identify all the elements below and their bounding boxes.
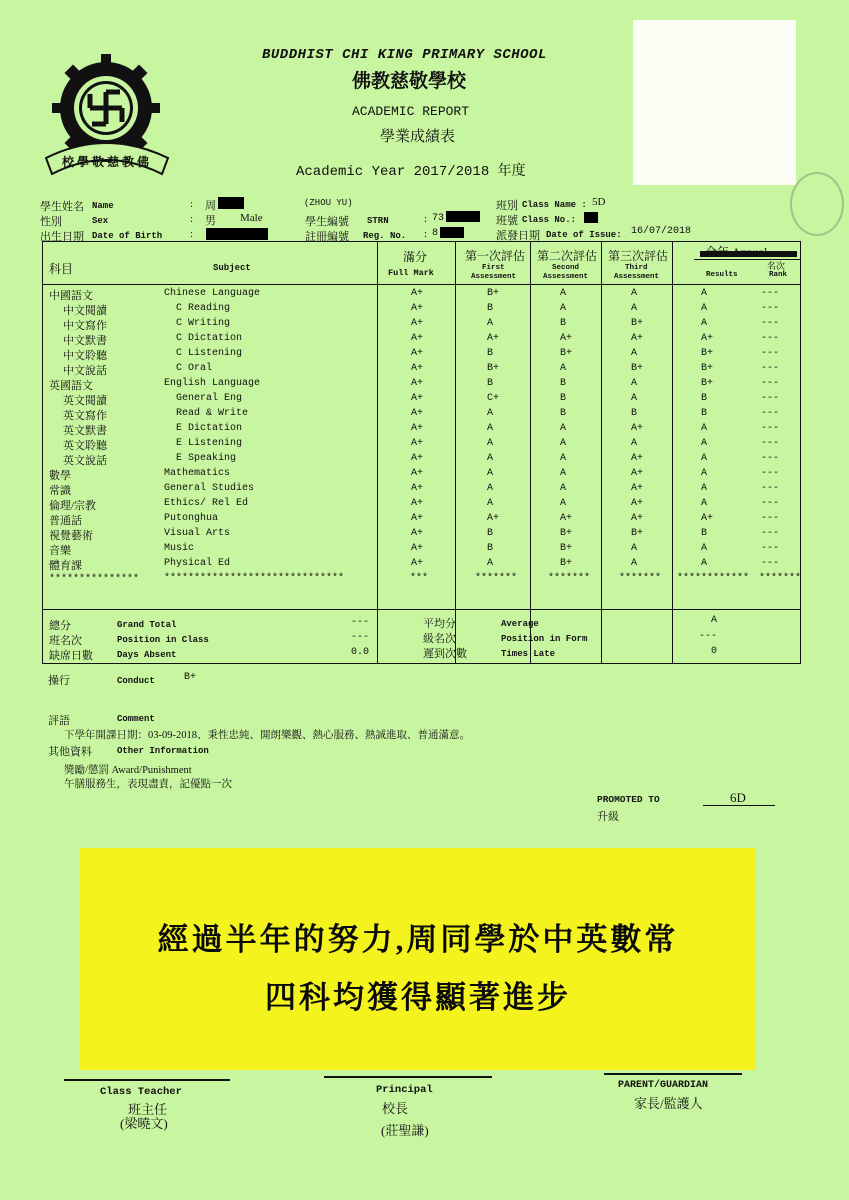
grade-full: A+ <box>411 558 424 569</box>
grade-result: B <box>701 408 708 419</box>
principal-label-zh: 校長 <box>382 1101 409 1116</box>
subject-en: General Eng <box>176 393 243 404</box>
parent-signature-line <box>604 1073 742 1075</box>
grade-full: A+ <box>411 513 424 524</box>
grade-third: A <box>631 378 638 389</box>
position-label-zh: 班名次 <box>49 635 82 647</box>
grade-result: A <box>701 543 708 554</box>
subject-zh: 英文默書 <box>63 425 107 437</box>
subject-zh: 數學 <box>49 470 71 482</box>
form-value: --- <box>699 631 718 642</box>
grade-second: A <box>560 288 567 299</box>
grade-second: A <box>560 483 567 494</box>
grade-full: A+ <box>411 393 424 404</box>
grade-first: B+ <box>487 363 500 374</box>
late-value: 0 <box>711 646 718 657</box>
grade-rank: --- <box>761 498 780 509</box>
grade-first: A <box>487 558 494 569</box>
other-label: Other Information <box>117 746 209 756</box>
photo-placeholder <box>633 20 796 185</box>
strn-label: STRN <box>367 216 389 226</box>
table-row <box>43 437 800 452</box>
comment-label-zh: 評語 <box>48 715 70 727</box>
reg-label: Reg. No. <box>363 231 407 241</box>
grade-result: A+ <box>701 333 714 344</box>
table-row <box>43 482 800 497</box>
grade-full: A+ <box>411 318 424 329</box>
grade-rank: --- <box>761 468 780 479</box>
grade-result: A <box>701 498 708 509</box>
grade-first: A <box>487 318 494 329</box>
table-row <box>43 542 800 557</box>
grade-first: A+ <box>487 333 500 344</box>
grade-full: A+ <box>411 453 424 464</box>
table-row <box>43 497 800 512</box>
grade-full: A+ <box>411 333 424 344</box>
grade-first: A <box>487 483 494 494</box>
grade-rank: --- <box>761 543 780 554</box>
second-header-1: Second <box>552 264 580 272</box>
subject-zh: 倫理/宗教 <box>49 500 97 512</box>
grade-result: A <box>701 318 708 329</box>
grade-third: A <box>631 303 638 314</box>
subject-zh: 常識 <box>49 485 71 497</box>
subject-en: Mathematics <box>164 468 231 479</box>
grade-first: A <box>487 453 494 464</box>
grade-second: B+ <box>560 528 573 539</box>
colon: : <box>190 198 194 210</box>
grade-full: A+ <box>411 423 424 434</box>
grade-full: A+ <box>411 348 424 359</box>
fullmark-header-zh: 滿分 <box>403 250 428 264</box>
grade-first: A <box>487 408 494 419</box>
school-name-zh: 佛教慈敬學校 <box>352 71 467 92</box>
results-header-zh: 成績 <box>708 261 727 271</box>
form-label: Position in Form <box>501 634 588 644</box>
report-title-en: ACADEMIC REPORT <box>352 104 470 119</box>
results-header: Results <box>706 271 738 279</box>
grades-table <box>42 241 801 664</box>
absent-value: 0.0 <box>351 647 370 658</box>
classno-label: Class No.: <box>522 215 577 225</box>
subject-zh: 英文寫作 <box>63 410 107 422</box>
grade-rank: --- <box>761 348 780 359</box>
subject-header-zh: 科目 <box>49 262 74 276</box>
grade-result: A <box>701 558 708 569</box>
table-row <box>43 287 800 302</box>
grade-result: B+ <box>701 378 714 389</box>
grade-second: A+ <box>560 333 573 344</box>
subject-zh: 英國語文 <box>49 380 93 392</box>
first-header-zh: 第一次評估 <box>465 249 526 263</box>
note-line-2: 四科均獲得顯著進步 <box>265 980 571 1015</box>
subject-en: C Oral <box>176 363 213 374</box>
colon: : <box>190 213 194 225</box>
report-title-zh: 學業成績表 <box>380 129 456 145</box>
grade-rank: --- <box>761 333 780 344</box>
average-label-zh: 平均分 <box>423 618 456 630</box>
teacher-name: (梁曉文) <box>120 1116 168 1131</box>
table-row <box>43 332 800 347</box>
subject-zh: 中文說話 <box>63 365 107 377</box>
sex-label-zh: 性別 <box>40 216 62 228</box>
promoted-value: 6D <box>730 790 746 805</box>
comment-label: Comment <box>117 714 155 724</box>
grade-rank: ******* <box>759 573 802 584</box>
grade-full: A+ <box>411 498 424 509</box>
form-label-zh: 級名次 <box>423 633 456 645</box>
grade-result: ************ <box>677 573 750 584</box>
colon: : <box>424 213 428 225</box>
grade-second: A <box>560 363 567 374</box>
subject-en: E Speaking <box>176 453 237 464</box>
grade-first: A+ <box>487 513 500 524</box>
grade-first: C+ <box>487 393 500 404</box>
subject-en: C Reading <box>176 303 231 314</box>
redacted-block <box>206 228 268 240</box>
late-label: Times Late <box>501 649 556 659</box>
subject-zh: 中國語文 <box>49 290 93 302</box>
grade-full: A+ <box>411 363 424 374</box>
average-label: Average <box>501 619 539 629</box>
subject-en: E Listening <box>176 438 243 449</box>
third-header-2: Assessment <box>614 273 660 281</box>
grade-full: A+ <box>411 288 424 299</box>
table-row <box>43 527 800 542</box>
grade-rank: --- <box>761 528 780 539</box>
subject-zh: *************** <box>49 574 140 585</box>
name-label-zh: 學生姓名 <box>40 201 84 213</box>
subject-zh: 音樂 <box>49 545 71 557</box>
subject-en: English Language <box>164 378 261 389</box>
subject-en: General Studies <box>164 483 255 494</box>
table-row <box>43 407 800 422</box>
subject-en: Physical Ed <box>164 558 231 569</box>
conduct-label-zh: 操行 <box>48 675 70 687</box>
grand-value: --- <box>351 617 370 628</box>
grade-third: A+ <box>631 483 644 494</box>
issue-value: 16/07/2018 <box>631 226 692 237</box>
grade-first: A <box>487 468 494 479</box>
issue-label: Date of Issue: <box>546 230 622 240</box>
table-row <box>43 317 800 332</box>
principal-name: (莊聖謙) <box>381 1123 429 1138</box>
grade-second: B <box>560 408 567 419</box>
table-row <box>43 347 800 362</box>
fullmark-header: Full Mark <box>388 268 434 278</box>
grand-label-zh: 總分 <box>49 620 71 632</box>
grade-full: A+ <box>411 378 424 389</box>
grade-result: A <box>701 468 708 479</box>
absent-label: Days Absent <box>117 650 177 660</box>
grade-second: A <box>560 303 567 314</box>
redacted-block <box>440 227 464 238</box>
subject-zh: 中文閱讀 <box>63 305 107 317</box>
subject-en: Putonghua <box>164 513 219 524</box>
grade-first: B <box>487 303 494 314</box>
second-header-2: Assessment <box>543 273 589 281</box>
redacted-block <box>584 212 598 223</box>
grade-third: A+ <box>631 498 644 509</box>
table-row <box>43 422 800 437</box>
subject-en: Visual Arts <box>164 528 231 539</box>
subject-zh: 英文閱讀 <box>63 395 107 407</box>
grade-result: A <box>701 303 708 314</box>
conduct-value: B+ <box>184 672 197 683</box>
grade-third: A+ <box>631 468 644 479</box>
grade-third: ******* <box>619 573 662 584</box>
grade-result: B+ <box>701 348 714 359</box>
grade-third: A+ <box>631 423 644 434</box>
third-header-zh: 第三次評估 <box>608 249 669 263</box>
grade-first: ******* <box>475 573 518 584</box>
name-value: 周 <box>205 200 216 212</box>
subject-en: C Listening <box>176 348 243 359</box>
grade-rank: --- <box>761 483 780 494</box>
grade-full: A+ <box>411 543 424 554</box>
table-row <box>43 392 800 407</box>
table-row <box>43 452 800 467</box>
grade-second: B+ <box>560 543 573 554</box>
sex-label: Sex <box>92 216 109 226</box>
grade-first: A <box>487 423 494 434</box>
subject-en: Read & Write <box>176 408 249 419</box>
grade-rank: --- <box>761 288 780 299</box>
sex-value: Male <box>240 212 263 224</box>
grade-rank: --- <box>761 513 780 524</box>
subject-zh: 中文聆聽 <box>63 350 107 362</box>
position-value: --- <box>351 632 370 643</box>
grade-rank: --- <box>761 318 780 329</box>
grade-second: A+ <box>560 513 573 524</box>
subject-en: C Dictation <box>176 333 243 344</box>
grade-third: A+ <box>631 453 644 464</box>
class-label: Class Name : <box>522 200 587 210</box>
grade-first: B <box>487 543 494 554</box>
grade-result: A+ <box>701 513 714 524</box>
absent-label-zh: 缺席日數 <box>49 650 93 662</box>
grade-rank: --- <box>761 378 780 389</box>
subject-zh: 體育課 <box>49 560 82 572</box>
name-label: Name <box>92 201 114 211</box>
grade-first: B <box>487 348 494 359</box>
grade-second: A <box>560 468 567 479</box>
grade-second: A <box>560 453 567 464</box>
comment-text: 下學年開課日期：03-09-2018、秉性忠純、開朗樂觀、熱心服務、熱誠進取、普通滿意。 <box>64 730 470 741</box>
grade-second: B <box>560 318 567 329</box>
late-label-zh: 遲到次數 <box>423 648 467 660</box>
table-row <box>43 512 800 527</box>
promoted-label-zh: 升級 <box>597 811 619 823</box>
grade-rank: --- <box>761 303 780 314</box>
school-stamp-icon <box>790 172 844 236</box>
school-name-en: BUDDHIST CHI KING PRIMARY SCHOOL <box>262 47 547 63</box>
grade-third: B+ <box>631 363 644 374</box>
grade-first: A <box>487 498 494 509</box>
grade-third: A+ <box>631 333 644 344</box>
grade-first: B <box>487 378 494 389</box>
average-value: A <box>711 615 718 626</box>
grade-result: A <box>701 288 708 299</box>
subject-header: Subject <box>213 263 251 273</box>
grade-rank: --- <box>761 438 780 449</box>
award-detail: 午膳服務生，表現盡責，記優點一次 <box>64 779 232 790</box>
strn-label-zh: 學生編號 <box>305 216 349 228</box>
table-row <box>43 572 800 587</box>
table-row <box>43 557 800 572</box>
grade-full: A+ <box>411 303 424 314</box>
issue-label-zh: 派發日期 <box>496 230 540 242</box>
parent-label-zh: 家長/監護人 <box>634 1096 703 1111</box>
table-row <box>43 362 800 377</box>
other-label-zh: 其他資料 <box>48 746 92 758</box>
grade-result: B <box>701 393 708 404</box>
table-row <box>43 467 800 482</box>
grade-rank: --- <box>761 558 780 569</box>
school-crest-icon <box>40 50 175 180</box>
subject-zh: 英文聆聽 <box>63 440 107 452</box>
grade-rank: --- <box>761 408 780 419</box>
third-header-1: Third <box>625 264 648 272</box>
grade-full: *** <box>410 573 429 584</box>
strn-value: 73 <box>432 213 445 224</box>
redacted-block <box>218 197 244 209</box>
highlight-note <box>80 848 756 1070</box>
grade-third: A+ <box>631 513 644 524</box>
dob-label-zh: 出生日期 <box>40 231 84 243</box>
grade-third: A <box>631 348 638 359</box>
subject-en: Ethics/ Rel Ed <box>164 498 249 509</box>
position-label: Position in Class <box>117 635 209 645</box>
grade-third: B+ <box>631 318 644 329</box>
subject-en: ****************************** <box>164 573 345 584</box>
award-label: 獎勵/懲罰 Award/Punishment <box>64 765 192 776</box>
grade-first: B <box>487 528 494 539</box>
dob-label: Date of Birth <box>92 231 163 241</box>
subject-zh: 中文寫作 <box>63 320 107 332</box>
colon: : <box>424 228 428 240</box>
class-label-zh: 班別 <box>496 200 518 212</box>
grade-result: A <box>701 438 708 449</box>
reg-label-zh: 註冊編號 <box>305 231 349 243</box>
subject-en: Music <box>164 543 195 554</box>
first-header-1: First <box>482 264 505 272</box>
grade-rank: --- <box>761 423 780 434</box>
grade-full: A+ <box>411 483 424 494</box>
grade-second: B+ <box>560 348 573 359</box>
grade-result: A <box>701 483 708 494</box>
table-row <box>43 377 800 392</box>
grade-result: B <box>701 528 708 539</box>
grade-result: B+ <box>701 363 714 374</box>
grade-second: A <box>560 498 567 509</box>
grade-third: B+ <box>631 528 644 539</box>
grade-first: A <box>487 438 494 449</box>
grade-second: B <box>560 378 567 389</box>
grade-result: A <box>701 453 708 464</box>
table-row <box>43 302 800 317</box>
subject-zh: 英文說話 <box>63 455 107 467</box>
grade-rank: --- <box>761 393 780 404</box>
subject-zh: 中文默書 <box>63 335 107 347</box>
subject-en: Chinese Language <box>164 288 261 299</box>
sex-value-zh: 男 <box>205 215 216 227</box>
academic-year: Academic Year 2017/2018 年度 <box>296 164 526 180</box>
teacher-signature-line <box>64 1079 230 1081</box>
subject-zh: 普通話 <box>49 515 82 527</box>
grade-second: ******* <box>548 573 591 584</box>
subject-en: C Writing <box>176 318 231 329</box>
grade-second: B+ <box>560 558 573 569</box>
grade-second: A <box>560 438 567 449</box>
grade-full: A+ <box>411 468 424 479</box>
grade-rank: --- <box>761 453 780 464</box>
principal-label: Principal <box>376 1084 433 1096</box>
svg-text:校 學 敬 慈 教 佛: 校 學 敬 慈 教 佛 <box>62 155 150 169</box>
grade-third: B <box>631 408 638 419</box>
redacted-block <box>446 211 480 222</box>
annual-header: 全年 Annual <box>705 245 768 259</box>
grade-third: A <box>631 288 638 299</box>
rank-header-zh: 名次 <box>767 261 786 271</box>
grade-result: A <box>701 423 708 434</box>
note-line-1: 經過半年的努力,周同學於中英數常 <box>157 922 679 957</box>
rank-header: Rank <box>769 271 788 279</box>
colon: : <box>190 228 194 240</box>
teacher-label-zh: 班主任 <box>128 1102 168 1117</box>
teacher-label: Class Teacher <box>100 1086 182 1098</box>
first-header-2: Assessment <box>471 273 517 281</box>
grade-full: A+ <box>411 438 424 449</box>
grade-full: A+ <box>411 528 424 539</box>
grade-full: A+ <box>411 408 424 419</box>
grade-third: A <box>631 543 638 554</box>
grade-second: A <box>560 423 567 434</box>
second-header-zh: 第二次評估 <box>537 249 598 263</box>
grade-third: A <box>631 438 638 449</box>
promoted-label: PROMOTED TO <box>597 794 660 805</box>
conduct-label: Conduct <box>117 676 155 686</box>
parent-label: PARENT/GUARDIAN <box>618 1080 709 1091</box>
grand-label: Grand Total <box>117 620 177 630</box>
grade-third: A <box>631 558 638 569</box>
grade-third: A <box>631 393 638 404</box>
classno-label-zh: 班號 <box>496 215 518 227</box>
grade-second: B <box>560 393 567 404</box>
reg-value: 8 <box>432 228 439 239</box>
grade-first: B+ <box>487 288 500 299</box>
name-english: (ZHOU YU) <box>304 198 353 208</box>
class-value: 5D <box>592 196 606 208</box>
subject-zh: 視覺藝術 <box>49 530 93 542</box>
grade-rank: --- <box>761 363 780 374</box>
principal-signature-line <box>324 1076 492 1078</box>
subject-en: E Dictation <box>176 423 243 434</box>
